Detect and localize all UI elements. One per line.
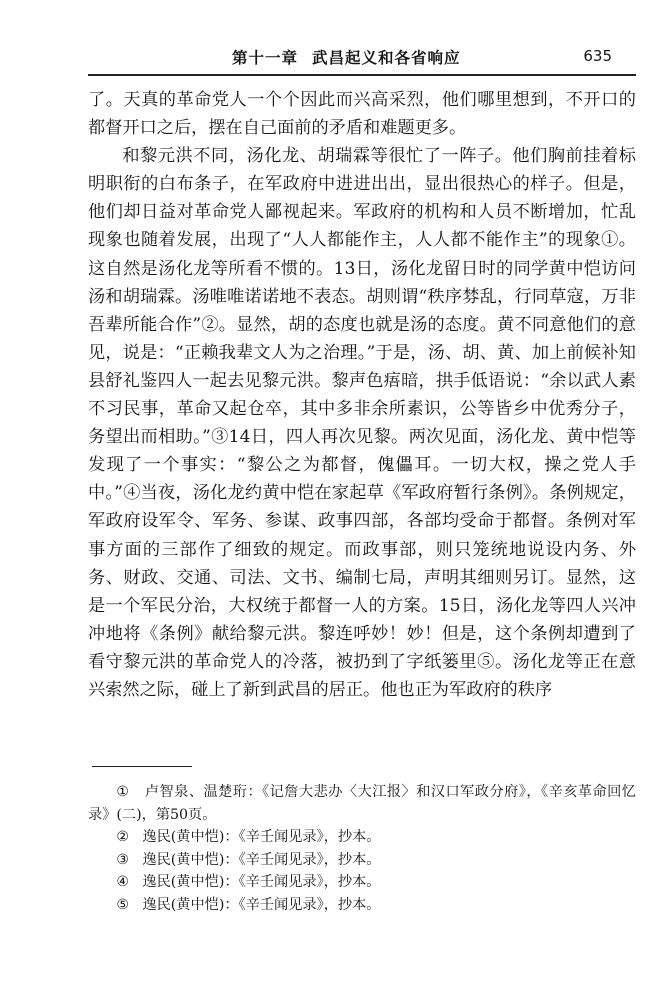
- body-text: [88, 86, 636, 704]
- footnote-mark: ①: [116, 784, 130, 800]
- chapter-heading: [232, 46, 461, 68]
- footnote-4: [88, 871, 636, 894]
- footnote-mark: ④: [116, 874, 130, 890]
- footnote-text: 逸民(黄中恺)：《辛壬闻见录》，抄本。: [142, 874, 381, 890]
- footnote-mark: ②: [116, 829, 130, 845]
- chapter-title: 武昌起义和各省响应: [312, 49, 461, 67]
- paragraph-2: 和黎元洪不同，汤化龙、胡瑞霖等很忙了一阵子。他们胸前挂着标明职衔的白布条子，在军政府中进进出出，显出很热心的样子。但是，他们却日益对革命党人鄙视起来。军政府的机构和人员不断增加，忙乱现象也随着发展，出现了“人人都能作主，人人都不能作主”的现象①。这自然是汤化龙等所看不惯的。13日，汤化龙留日时的同学黄中恺访问汤和胡瑞霖。汤唯唯诺诺地不表态。胡则谓“秩序棼乱，行同草寇，万非吾辈所能合作”②。显然，胡的态度也就是汤的态度。黄不同意他们的意见，说是：“正赖我辈文人为之治理。”于是，汤、胡、黄、加上前候补知县舒礼鉴四人一起去见黎元洪。黎声色痦暗，拱手低语说：“余以武人素不习民事，革命又起仓卒，其中多非余所素识，公等皆乡中优秀分子，务望出而相助。”③14日，四人再次见黎。两次见面，汤化龙、黄中恺等发现了一个事实：“黎公之为都督，傀儡耳。一切大权，操之党人手中。”④当夜，汤化龙约黄中恺在家起草《军政府暂行条例》。条例规定，军政府设军令、军务、参谋、政事四部，各部均受命于都督。条例对军事方面的三部作了细致的规定。而政事部，则只笼统地说设内务、外务、财政、交通、司法、文书、编制七局，声明其细则另订。显然，这是一个军民分治，大权统于都督一人的方案。15日，汤化龙等四人兴冲冲地将《条例》献给黎元洪。黎连呼妙！妙！但是，这个条例却遭到了看守黎元洪的革命党人的冷落，被扔到了字纸篓里⑤。汤化龙等正在意兴索然之际，碰上了新到武昌的居正。他也正为军政府的秩序: [88, 146, 636, 700]
- footnote-text: 卢智泉、温楚珩：《记詹大悲办〈大江报〉和汉口军政分府》，《辛亥革命回忆录》(二)，第50页。: [88, 784, 636, 823]
- footnote-text: 逸民(黄中恺)：《辛壬闻见录》，抄本。: [142, 851, 381, 868]
- page-number: 635: [583, 47, 612, 65]
- footnote-1: [88, 781, 636, 826]
- footnote-text: 逸民(黄中恺)：《辛壬闻见录》，抄本。: [142, 829, 381, 845]
- header-rule: [88, 74, 636, 76]
- footnote-mark: ⑤: [116, 896, 130, 913]
- footnote-rule: [92, 766, 192, 767]
- footnote-2: [88, 826, 636, 849]
- footnote-text: 逸民(黄中恺)：《辛壬闻见录》，抄本。: [142, 896, 381, 913]
- chapter-number: 第十一章: [232, 49, 299, 67]
- footnote-3: [88, 849, 636, 872]
- paragraph-1: 了。天真的革命党人一个个因此而兴高采烈，他们哪里想到，不开口的都督开口之后，摆在自己面前的矛盾和难题更多。: [88, 90, 636, 139]
- footnotes: [88, 781, 636, 916]
- footnote-5: [88, 894, 636, 917]
- running-header: [88, 46, 636, 70]
- footnote-mark: ③: [116, 851, 130, 868]
